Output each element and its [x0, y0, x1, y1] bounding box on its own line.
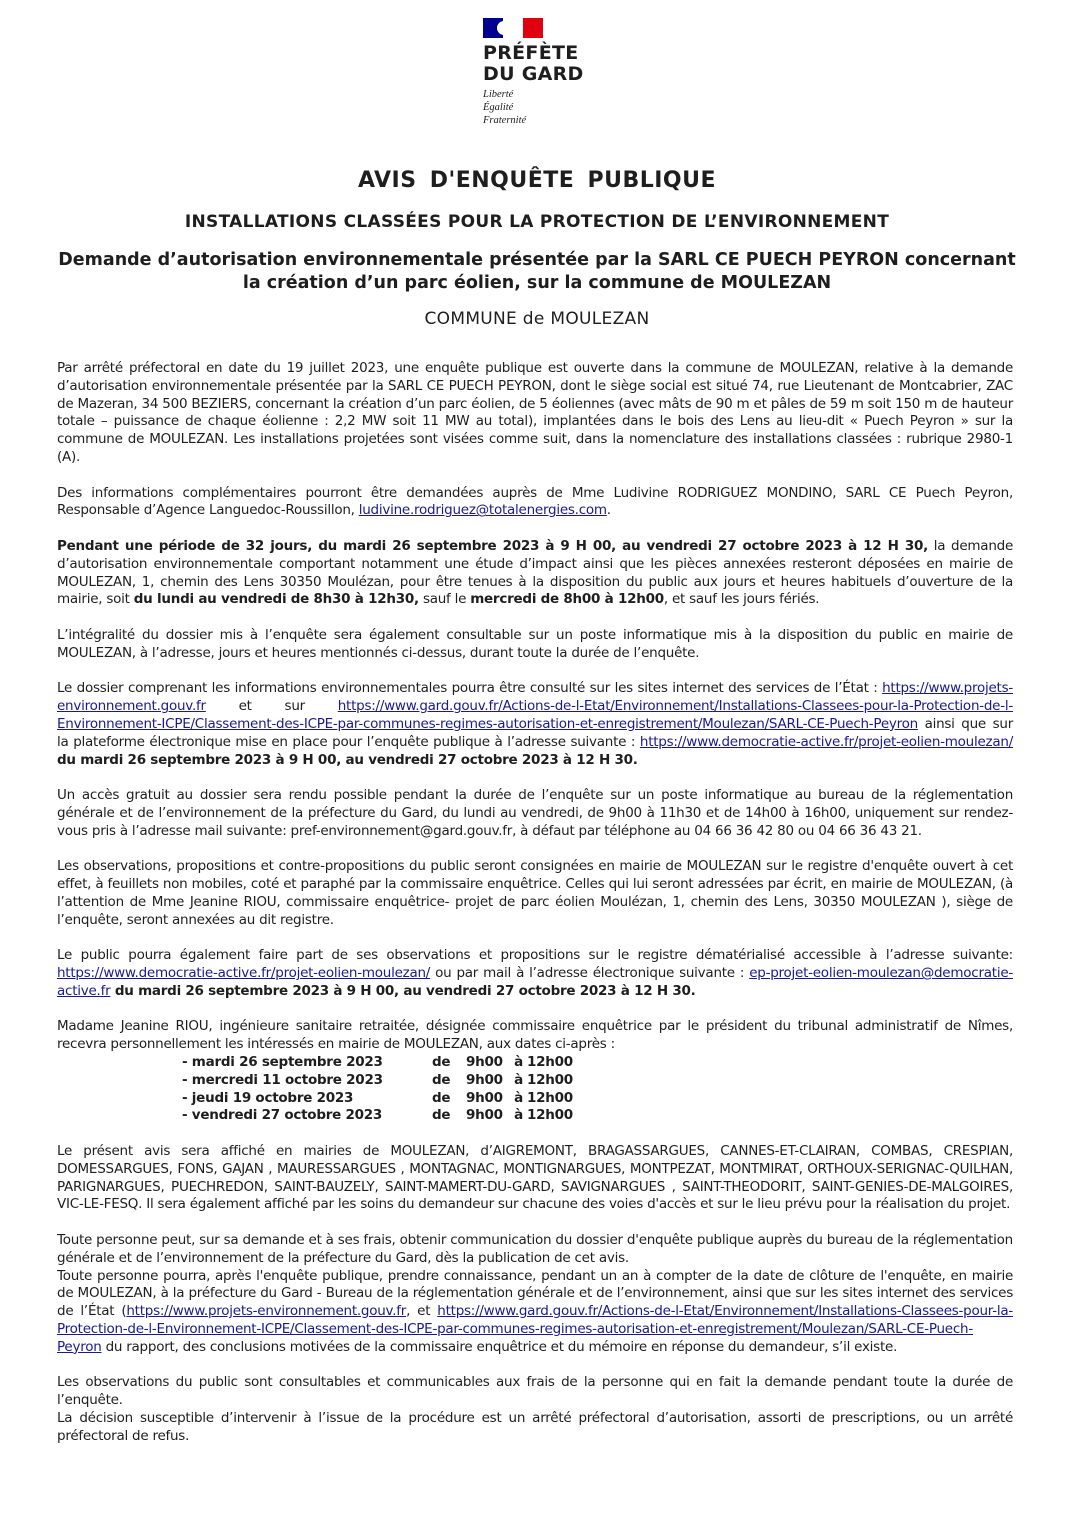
paragraph-communication: Toute personne peut, sur sa demande et à ses frais, obtenir communication du dossier d'enquête publique auprès du bureau de la réglementation générale et de l’environnement de la préfecture du Gard, dès la publication de cet avis.	[57, 1232, 1013, 1266]
paragraph-consultable: Les observations du public sont consultables et communicables aux frais de la personne qui en fait la demande pendant toute la durée de l’enquête.	[57, 1374, 1013, 1409]
paragraph-digital-register: Le public pourra également faire part de ses observations et propositions sur le registre dématérialisé accessible à l’adresse suivante: https://www.democratie-active.fr/projet-eolien-moulezan/ ou par mail à l’adresse électronique suivante : ep-projet-eolien-moulezan@democratie-active.fr du mardi 26 septembre 2023 à 9 H 00, au vendredi 27 octobre 2023 à 12 H 30.	[57, 947, 1013, 999]
permanence-schedule	[57, 1054, 1013, 1125]
prefecture-logo	[483, 18, 613, 130]
notice-subtitle: INSTALLATIONS CLASSÉES POUR LA PROTECTION DE L’ENVIRONNEMENT	[184, 212, 890, 232]
republic-motto	[483, 88, 613, 127]
paragraph-period: Pendant une période de 32 jours, du mardi 26 septembre 2023 à 9 H 00, au vendredi 27 octobre 2023 à 12 H 30, la demande d’autorisation environnementale comportant notamment une étude d’impact ainsi que les pièces annexées resteront déposées en mairie de MOULEZAN, 1, chemin des Lens 30350 Moulézan, pour être tenues à la disposition du public aux jours et heures habituels d’ouverture de la mairie, soit du lundi au vendredi de 8h30 à 12h30, sauf le mercredi de 8h00 à 12h00, et sauf les jours fériés.	[57, 537, 1013, 608]
prefecture-line-1: PRÉFÈTE	[483, 42, 579, 64]
motto-fraternite: Fraternité	[483, 115, 527, 126]
paragraph-computer-access: L’intégralité du dossier mis à l’enquête sera également consultable sur un poste informatique mis à la disposition du public en mairie de MOULEZAN, à l’adresse, jours et heures mentionnés ci-dessus, durant toute la durée de l’enquête.	[57, 626, 1013, 661]
register-link[interactable]: https://www.democratie-active.fr/projet-eolien-moulezan/	[57, 965, 431, 982]
notice-title: AVIS D'ENQUÊTE PUBLIQUE	[357, 168, 717, 193]
gard-prefecture-link[interactable]: https://www.gard.gouv.fr/Actions-de-l-Etat/Environnement/Installations-Classees-pour-la-Protection-de-l-Environnement-ICPE/Classement-des-ICPE-par-communes-regimes-autorisation-et-enregistrement/Moulezan/SARL-CE-Puech-Peyron	[57, 698, 1013, 732]
permanence-row: - vendredi 27 octobre 2023 de 9h00 à 12h00	[182, 1107, 573, 1124]
paragraph-free-access: Un accès gratuit au dossier sera rendu possible pendant la durée de l’enquête sur un poste informatique au bureau de la réglementation générale et de l’environnement de la préfecture du Gard, du lundi au vendredi, de 9h00 à 11h30 et de 14h00 à 16h00, uniquement sur rendez-vous pris à l’adresse mail suivante: pref-environnement@gard.gouv.fr, à défaut par téléphone au 04 66 36 42 80 ou 04 66 36 43 21.	[57, 787, 1013, 839]
permanence-row: - jeudi 19 octobre 2023 de 9h00 à 12h00	[182, 1089, 573, 1106]
register-email-link[interactable]: ep-projet-eolien-moulezan@democratie-active.fr	[57, 965, 1013, 999]
republic-flag-icon	[483, 18, 543, 38]
projets-environnement-link[interactable]: https://www.projets-environnement.gouv.fr	[57, 680, 1013, 715]
contact-email-link[interactable]: ludivine.rodriguez@totalenergies.com	[358, 502, 607, 519]
notice-body	[57, 360, 1013, 1463]
paragraph-post-enquiry: Toute personne pourra, après l'enquête publique, prendre connaissance, pendant un an à compter de la date de clôture de l'enquête, en mairie de MOULEZAN, à la préfecture du Gard - Bureau de la réglementation générale et de l’environnement, ainsi que sur les sites internet des services de l’État (https://www.projets-environnement.gouv.fr, et https://www.gard.gouv.fr/Actions-de-l-Etat/Environnement/Installations-Classees-pour-la-Protection-de-l-Environnement-ICPE/Classement-des-ICPE-par-communes-regimes-autorisation-et-enregistrement/Moulezan/SARL-CE-Puech-Peyron du rapport, des conclusions motivées de la commissaire enquêtrice et du mémoire en réponse du demandeur, s’il existe.	[57, 1267, 1013, 1355]
democratie-active-link[interactable]: https://www.democratie-active.fr/projet-eolien-moulezan/	[639, 733, 1013, 750]
gard-prefecture-link-2[interactable]: https://www.gard.gouv.fr/Actions-de-l-Etat/Environnement/Installations-Classees-pour-la-Protection-de-l-Environnement-ICPE/Classement-des-ICPE-par-communes-regimes-autorisation-et-enregistrement/Moulezan/SARL-CE-Puech-Peyron	[57, 1303, 1013, 1355]
prefecture-name	[483, 43, 613, 85]
paragraph-observations: Les observations, propositions et contre-propositions du public seront consignées en mairie de MOULEZAN sur le registre d'enquête ouvert à cet effet, à feuillets non mobiles, coté et paraphé par la commissaire enquêtrice. Celles qui lui seront adressées par écrit, en mairie de MOULEZAN, (à l’attention de Mme Jeanine RIOU, commissaire enquêtrice- projet de parc éolien Moulézan, 1, chemin des Lens, 30350 MOULEZAN ), siège de l’enquête, seront annexées au dit registre.	[57, 858, 1013, 928]
paragraph-decree: Par arrêté préfectoral en date du 19 juillet 2023, une enquête publique est ouverte dans la commune de MOULEZAN, relative à la demande d’autorisation environnementale présentée par la SARL CE PUECH PEYRON, dont le siège social est situé 74, rue Lieutenant de Montcabrier, ZAC de Mazeran, 34 500 BEZIERS, concernant la création d’un parc éolien, de 5 éoliennes (avec mâts de 90 m et pâles de 59 m soit 150 m de hauteur totale – puissance de chaque éolienne : 2,2 MW soit 11 MW au total), implantées dans le bois des Lens au lieu-dit « Puech Peyron » sur la commune de MOULEZAN. Les installations projetées sont visées comme suit, dans la nomenclature des installations classées : rubrique 2980-1 (A).	[57, 360, 1013, 465]
paragraph-decision: La décision susceptible d’intervenir à l’issue de la procédure est un arrêté préfectoral d’autorisation, assorti de prescriptions, ou un arrêté préfectoral de refus.	[57, 1410, 1013, 1444]
motto-egalite: Égalité	[483, 102, 514, 113]
permanence-row: - mardi 26 septembre 2023 de 9h00 à 12h00	[182, 1054, 573, 1071]
permanence-row: - mercredi 11 octobre 2023 de 9h00 à 12h00	[182, 1071, 573, 1088]
paragraph-display-communes: Le présent avis sera affiché en mairies de MOULEZAN, d’AIGREMONT, BRAGASSARGUES, CANNES-ET-CLAIRAN, COMBAS, CRESPIAN, DOMESSARGUES, FONS, GAJAN , MAURESSARGUES , MONTAGNAC, MONTIGNARGUES, MONTPEZAT, MONTMIRAT, ORTHOUX-SERIGNAC-QUILHAN, PARIGNARGUES, PUECHREDON, SAINT-BAUZELY, SAINT-MAMERT-DU-GARD, SAVIGNARGUES , SAINT-THEODORIT, SAINT-GENIES-DE-MALGOIRES, VIC-LE-FESQ. Il sera également affiché par les soins du demandeur sur chacune des voies d'accès et sur le lieu prévu pour la réalisation du projet.	[57, 1143, 1013, 1213]
paragraph-online-dossier: Le dossier comprenant les informations environnementales pourra être consulté sur les sites internet des services de l’État : https://www.projets-environnement.gouv.fr et sur https://www.gard.gouv.fr/Actions-de-l-Etat/Environnement/Installations-Classees-pour-la-Protection-de-l-Environnement-ICPE/Classement-des-ICPE-par-communes-regimes-autorisation-et-enregistrement/Moulezan/SARL-CE-Puech-Peyron ainsi que sur la plateforme électronique mise en place pour l’enquête publique à l’adresse suivante : https://www.democratie-active.fr/projet-eolien-moulezan/ du mardi 26 septembre 2023 à 9 H 00, au vendredi 27 octobre 2023 à 12 H 30.	[57, 680, 1013, 768]
paragraph-contact: Des informations complémentaires pourront être demandées auprès de Mme Ludivine RODRIGUEZ MONDINO, SARL CE Puech Peyron, Responsable d’Agence Languedoc-Roussillon, ludivine.rodriguez@totalenergies.com.	[57, 484, 1013, 519]
paragraph-commissioner: Madame Jeanine RIOU, ingénieure sanitaire retraitée, désignée commissaire enquêtrice par le président du tribunal administratif de Nîmes, recevra personnellement les intéressés en mairie de MOULEZAN, aux dates ci-après :	[57, 1018, 1013, 1053]
prefecture-line-2: DU GARD	[483, 63, 584, 85]
projets-environnement-link-2[interactable]: https://www.projets-environnement.gouv.fr	[126, 1303, 407, 1320]
commune-heading: COMMUNE de MOULEZAN	[424, 309, 650, 329]
motto-liberte: Liberté	[483, 89, 514, 100]
notice-description: Demande d’autorisation environnementale présentée par la SARL CE PUECH PEYRON concernant la création d’un parc éolien, sur la commune de MOULEZAN	[58, 250, 1016, 293]
